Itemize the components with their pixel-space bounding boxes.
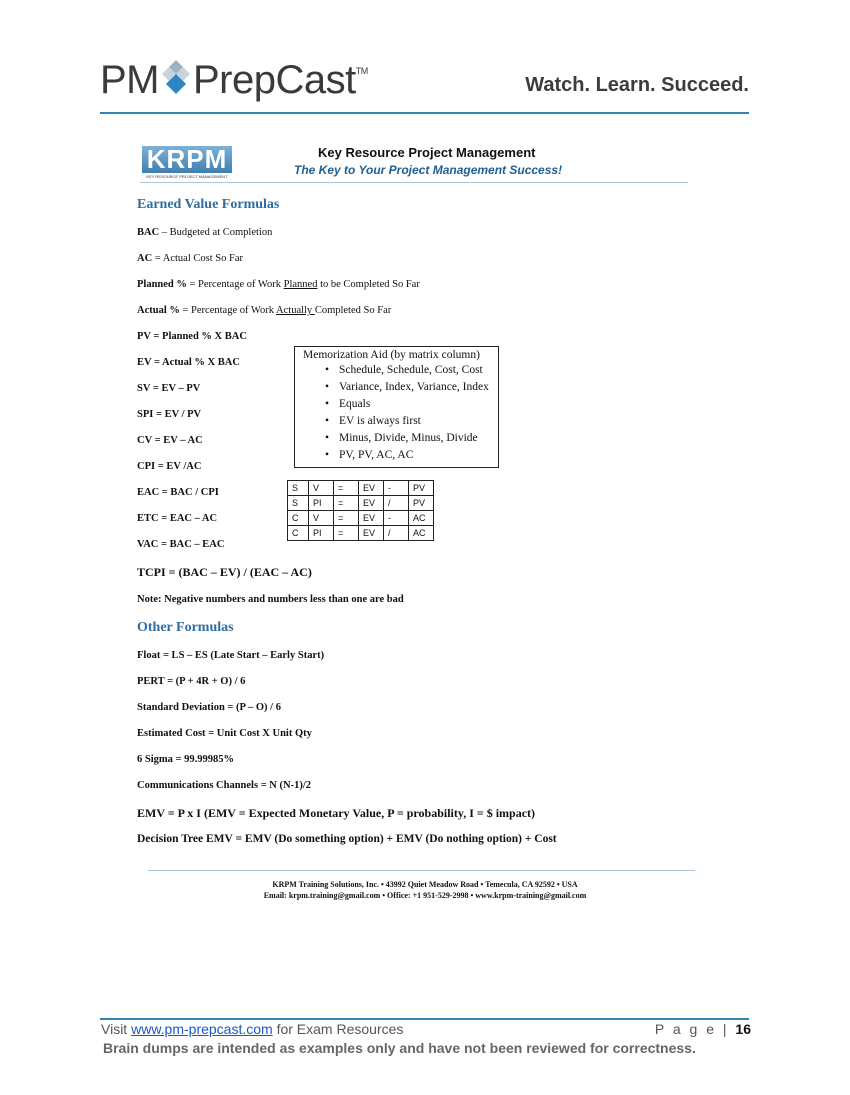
krpm-title: Key Resource Project Management	[318, 145, 536, 160]
sigma-line: 6 Sigma = 99.99985%	[137, 754, 234, 765]
matrix-row	[288, 526, 434, 541]
matrix-cell: EV	[359, 511, 384, 526]
matrix-cell: PI	[309, 496, 334, 511]
brand-pm: PM	[100, 58, 159, 102]
matrix-cell: V	[309, 511, 334, 526]
formula-line: PV = Planned % X BAC	[137, 331, 247, 342]
header-rule	[100, 112, 749, 114]
std-dev-line: Standard Deviation = (P – O) / 6	[137, 702, 281, 713]
matrix-cell: EV	[359, 526, 384, 541]
matrix-cell: C	[288, 511, 309, 526]
other-formulas-heading: Other Formulas	[137, 620, 234, 635]
disclaimer: Brain dumps are intended as examples only and have not been reviewed for correctness.	[103, 1040, 696, 1056]
matrix-cell: =	[334, 481, 359, 496]
matrix-cell: =	[334, 526, 359, 541]
formula-line: CPI = EV /AC	[137, 461, 202, 472]
pert-line: PERT = (P + 4R + O) / 6	[137, 676, 246, 687]
tcpi-line: TCPI = (BAC – EV) / (EAC – AC)	[137, 565, 312, 579]
matrix-cell: /	[384, 526, 409, 541]
footer-address: KRPM Training Solutions, Inc. • 43992 Quiet Meadow Road • Temecula, CA 92592 • USA	[272, 880, 578, 889]
formula-line: SPI = EV / PV	[137, 409, 202, 420]
comm-channels-line: Communications Channels = N (N-1)/2	[137, 780, 311, 791]
matrix-cell: EV	[359, 496, 384, 511]
aid-item: • PV, PV, AC, AC	[325, 447, 498, 464]
matrix-cell: -	[384, 481, 409, 496]
diamond-logo-icon	[161, 58, 191, 98]
matrix-cell: C	[288, 526, 309, 541]
prepcast-link[interactable]: www.pm-prepcast.com	[131, 1021, 273, 1037]
krpm-motto: The Key to Your Project Management Success!	[294, 163, 563, 177]
bottom-rule	[100, 1018, 749, 1020]
matrix-cell: AC	[409, 511, 434, 526]
footer-rule	[148, 870, 695, 871]
matrix-cell: =	[334, 496, 359, 511]
ac-line: AC = Actual Cost So Far	[137, 253, 243, 264]
krpm-logo-text: KRPM	[142, 146, 232, 173]
formula-matrix	[287, 480, 434, 541]
krpm-logo	[142, 146, 232, 180]
est-cost-line: Estimated Cost = Unit Cost X Unit Qty	[137, 728, 312, 739]
formula-line: EV = Actual % X BAC	[137, 357, 240, 368]
aid-title: Memorization Aid (by matrix column)	[303, 349, 480, 361]
aid-item: • Minus, Divide, Minus, Divide	[325, 430, 498, 447]
earned-value-heading: Earned Value Formulas	[137, 197, 280, 212]
krpm-logo-sub: KEY RESOURCE PROJECT MANAGEMENT	[146, 174, 228, 179]
actual-line: Actual % = Percentage of Work Actually Completed So Far	[137, 305, 392, 316]
formula-line: ETC = EAC – AC	[137, 513, 218, 524]
matrix-cell: PV	[409, 481, 434, 496]
decision-tree-line: Decision Tree EMV = EMV (Do something option) + EMV (Do nothing option) + Cost	[137, 833, 557, 845]
matrix-cell: -	[384, 511, 409, 526]
formula-line: VAC = BAC – EAC	[137, 539, 225, 550]
trademark: TM	[355, 66, 368, 76]
visit-line: Visit www.pm-prepcast.com for Exam Resources	[101, 1021, 404, 1037]
matrix-row	[288, 481, 434, 496]
bac-line: BAC – Budgeted at Completion	[137, 227, 273, 238]
matrix-cell: AC	[409, 526, 434, 541]
page-number: P a g e | 16	[654, 1021, 751, 1037]
matrix-cell: /	[384, 496, 409, 511]
krpm-rule	[140, 182, 688, 183]
aid-item: • Variance, Index, Variance, Index	[325, 379, 498, 396]
planned-line: Planned % = Percentage of Work Planned to be Completed So Far	[137, 279, 420, 290]
aid-item: • Equals	[325, 396, 498, 413]
matrix-row	[288, 511, 434, 526]
float-line: Float = LS – ES (Late Start – Early Start)	[137, 650, 325, 661]
formula-line: CV = EV – AC	[137, 435, 203, 446]
matrix-cell: PI	[309, 526, 334, 541]
memorization-aid-box	[294, 346, 499, 468]
emv-line: EMV = P x I (EMV = Expected Monetary Value, P = probability, I = $ impact)	[137, 806, 536, 820]
tagline: Watch. Learn. Succeed.	[525, 74, 749, 96]
matrix-row	[288, 496, 434, 511]
formula-line: EAC = BAC / CPI	[137, 487, 219, 498]
formula-line: SV = EV – PV	[137, 383, 201, 394]
note-line: Note: Negative numbers and numbers less than one are bad	[137, 594, 404, 605]
brand-prepcast: PrepCast	[193, 58, 356, 102]
matrix-cell: S	[288, 481, 309, 496]
matrix-cell: =	[334, 511, 359, 526]
pm-prepcast-logo	[100, 58, 368, 103]
matrix-cell: EV	[359, 481, 384, 496]
matrix-cell: PV	[409, 496, 434, 511]
matrix-cell: S	[288, 496, 309, 511]
matrix-cell: V	[309, 481, 334, 496]
aid-item: • Schedule, Schedule, Cost, Cost	[325, 362, 498, 379]
aid-item: • EV is always first	[325, 413, 498, 430]
footer-contact: Email: krpm.training@gmail.com • Office: +1 951-529-2998 • www.krpm-training@gmail.com	[263, 891, 587, 900]
